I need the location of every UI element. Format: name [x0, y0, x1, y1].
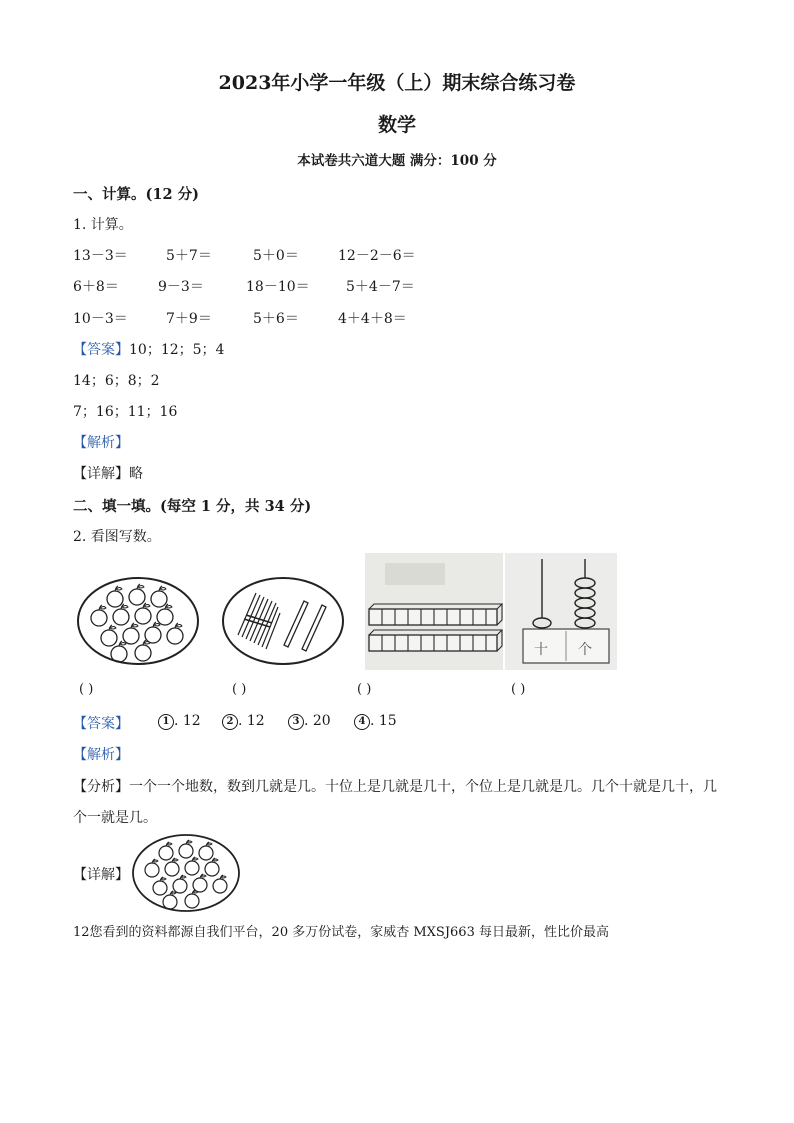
- expression: 7＋9＝: [166, 311, 212, 327]
- detail-apples-figure: [130, 832, 242, 914]
- answer-label: 【答案】: [73, 716, 129, 732]
- answer-line: 7；16；11；16: [73, 404, 178, 420]
- analysis-label: 【解析】: [73, 435, 129, 451]
- answer-value: . 12: [174, 713, 201, 729]
- footer-text: 您看到的资料都源自我们平台，20 多万份试卷，家威杏 MXSJ663 每日最新，性比价最高: [89, 925, 609, 940]
- q2-answer-item: [158, 713, 201, 730]
- answer-value: . 12: [238, 713, 265, 729]
- footer-note: [73, 921, 609, 940]
- expression: 13－3＝: [73, 248, 128, 264]
- answer-blank[interactable]: ( ): [357, 682, 372, 697]
- q2-prompt: 2. 看图写数。: [73, 529, 161, 545]
- subject-title: 数学: [377, 114, 416, 136]
- detail-label: 【详解】: [73, 466, 129, 482]
- detail-result: 12: [73, 925, 90, 940]
- apples-figure: [75, 575, 201, 667]
- detail-text: 略: [129, 466, 143, 482]
- q1-answer: [73, 339, 224, 359]
- q1-detail: [73, 463, 143, 483]
- abacus-figure: [505, 553, 617, 670]
- analysis-line: 一个一个地数，数到几就是几。十位上是几就是几十，个位上是几就是几。几个十就是几十，几: [129, 779, 717, 795]
- section-1-heading: 一、计算。(12 分): [73, 186, 199, 203]
- circled-number: 4: [354, 714, 370, 730]
- q2-answer-item: [354, 713, 397, 730]
- circled-number: 1: [158, 714, 174, 730]
- answer-label: 【答案】: [73, 342, 129, 358]
- expression: 10－3＝: [73, 311, 128, 327]
- analysis-line: 个一就是几。: [73, 810, 157, 826]
- analysis-tag: 【分析】: [73, 779, 129, 795]
- expression: 5＋4－7＝: [346, 279, 415, 295]
- expression: 4＋4＋8＝: [338, 311, 407, 327]
- answer-blank[interactable]: ( ): [232, 682, 247, 697]
- analysis-label: 【解析】: [73, 747, 129, 763]
- sticks-figure: [220, 575, 346, 667]
- answer-line: 14；6；8；2: [73, 373, 160, 389]
- answer-line: 10；12；5；4: [129, 342, 225, 358]
- section-2-heading: 二、填一填。(每空 1 分，共 34 分): [73, 498, 312, 515]
- analysis-text: [73, 776, 717, 796]
- answer-value: . 20: [304, 713, 331, 729]
- expression: 12－2－6＝: [338, 248, 416, 264]
- expression: 18－10＝: [246, 279, 310, 295]
- circled-number: 2: [222, 714, 238, 730]
- detail-label: 【详解】: [73, 867, 129, 883]
- circled-number: 3: [288, 714, 304, 730]
- answer-value: . 15: [370, 713, 397, 729]
- expression: 9－3＝: [158, 279, 204, 295]
- exam-info: 本试卷共六道大题 满分：100 分: [297, 153, 497, 169]
- cubes-figure: [365, 553, 503, 670]
- expression: 5＋6＝: [253, 311, 299, 327]
- answer-blank[interactable]: ( ): [511, 682, 526, 697]
- expression: 6＋8＝: [73, 279, 119, 295]
- q2-answer-item: [222, 713, 265, 730]
- page-title: 2023年小学一年级（上）期末综合练习卷: [218, 72, 576, 94]
- answer-blank[interactable]: ( ): [79, 682, 94, 697]
- expression: 5＋7＝: [166, 248, 212, 264]
- expression: 5＋0＝: [253, 248, 299, 264]
- abacus-ones-label: 个: [578, 642, 592, 658]
- q1-prompt: 1. 计算。: [73, 217, 133, 233]
- abacus-tens-label: 十: [534, 642, 548, 658]
- q2-answer-item: [288, 713, 331, 730]
